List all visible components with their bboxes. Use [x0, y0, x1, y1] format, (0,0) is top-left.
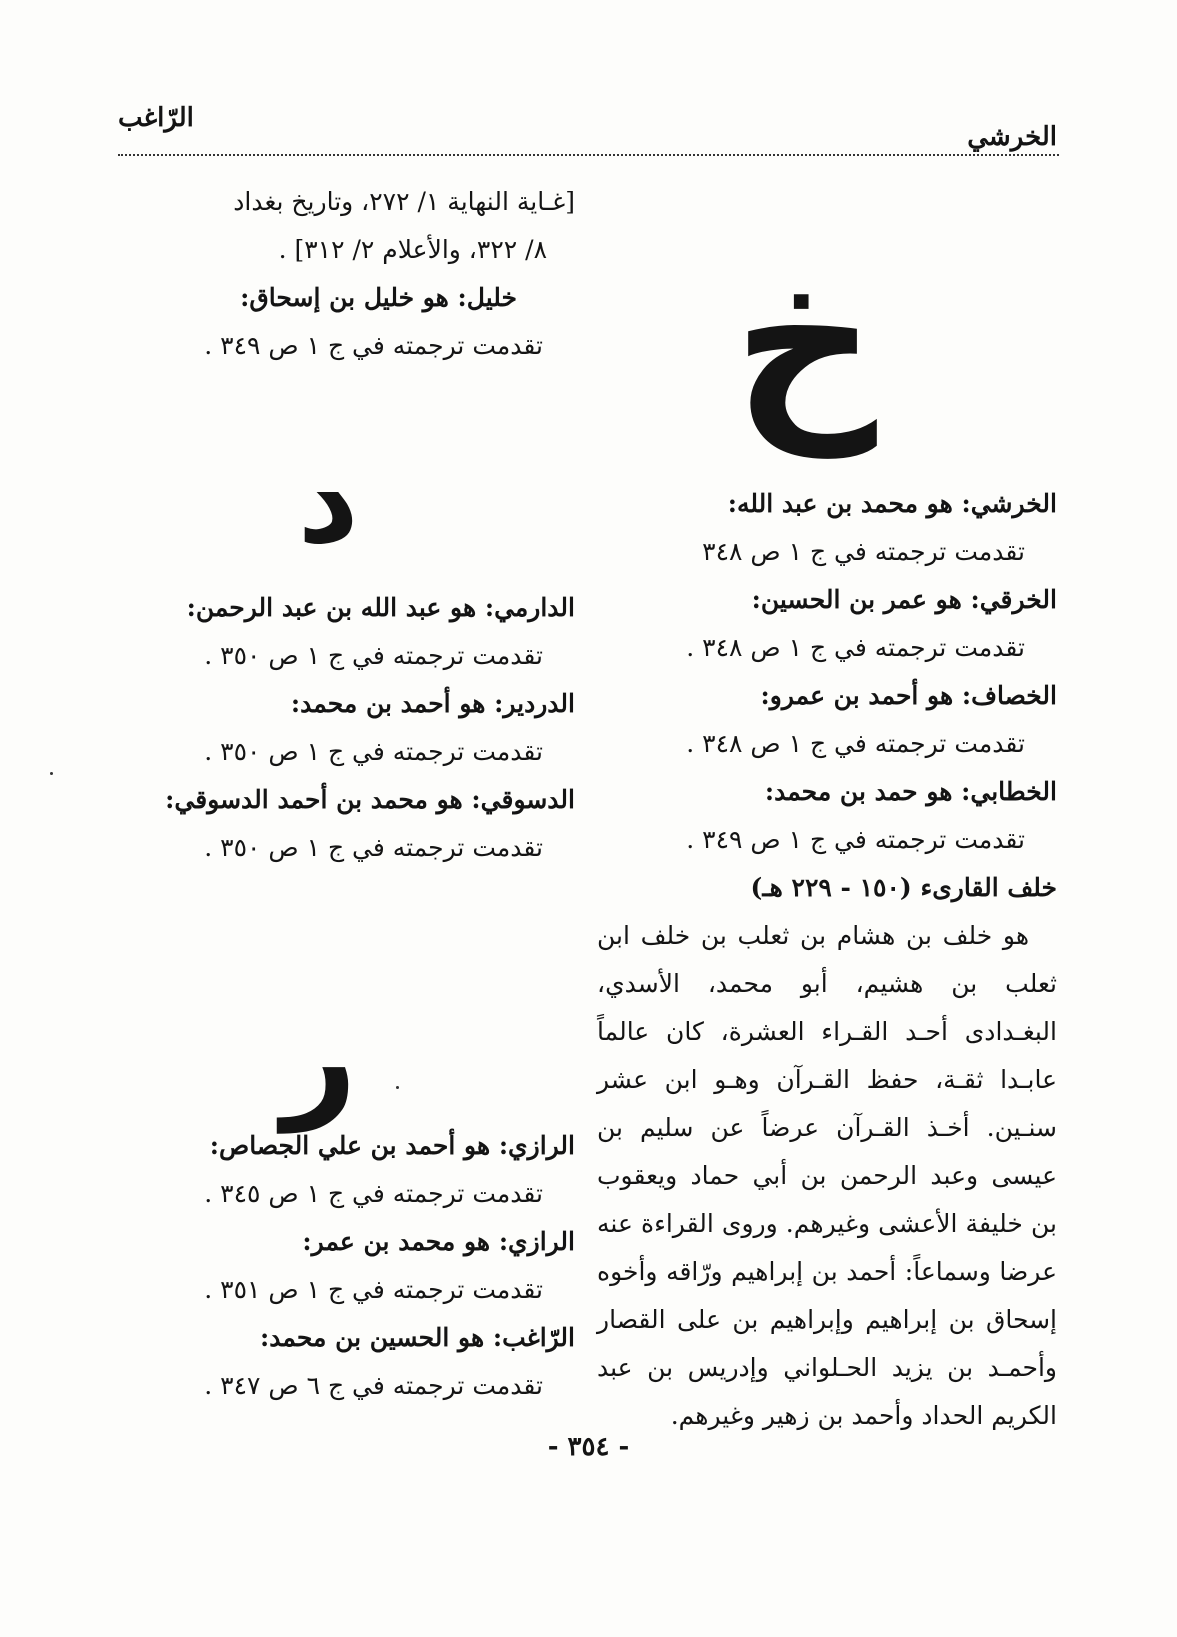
section-letter-ra: ر	[282, 981, 357, 1133]
scan-speck	[396, 1086, 399, 1089]
entry-heading: الخرشي: هو محمد بن عبد الله:	[727, 489, 1057, 518]
left-column-ra-entries	[95, 1122, 575, 1410]
entry-reference: تقدمت ترجمته في ج ١ ص ٣٤٨ .	[686, 729, 1025, 758]
biography-heading: خلف القارىء (١٥٠ - ٢٢٩ هـ)	[750, 873, 1057, 902]
entry-heading: الرازي: هو أحمد بن علي الجصاص:	[209, 1131, 575, 1160]
entry-reference: تقدمت ترجمته في ج ٦ ص ٣٤٧ .	[204, 1371, 543, 1400]
entry-reference: تقدمت ترجمته في ج ١ ص ٣٥٠ .	[204, 641, 543, 670]
page-number: - ٣٥٤ -	[547, 1432, 630, 1462]
entry-heading: الرّاغب: هو الحسين بن محمد:	[260, 1323, 575, 1352]
entry-heading: الخرقي: هو عمر بن الحسين:	[751, 585, 1057, 614]
entry-heading: الدارمي: هو عبد الله بن عبد الرحمن:	[186, 593, 575, 622]
source-citation-line-2: ٨/ ٣٢٢، والأعلام ٢/ ٣١٢] .	[278, 235, 547, 264]
entry-heading: الخصاف: هو أحمد بن عمرو:	[760, 681, 1057, 710]
entry-heading: الخطابي: هو حمد بن محمد:	[764, 777, 1057, 806]
section-letter-kha: خ	[732, 225, 877, 458]
biography-paragraph: هو خلف بن هشام بن ثعلب بن خلف ابن ثعلب بن هشيم، أبو محمد، الأسدي، البغـدادى أحـد القـراء العشرة، كان عالماً عابـدا ثقـة، حفظ القـرآن وهـو ابن عشر سنـين. أخـذ القـرآن عرضاً عن سليم بن عيسى وعبد الرحمن بن أبي حماد ويعقوب بن خليفة الأعشى وغيرهم. وروى القراءة عنه عرضا وسماعاً: أحمد بن إبراهيم ورّاقه وأخوه إسحاق بن إبراهيم وإبراهيم بن على القصار وأحمـد بن يزيد الحـلواني وإدريس بن عبد الكريم الحداد وأحمد بن زهير وغيرهم.	[597, 921, 1057, 1430]
running-header-right: الخرشي	[967, 122, 1057, 152]
entry-reference: تقدمت ترجمته في ج ١ ص ٣٤٨	[702, 537, 1025, 566]
section-letter-dal: د	[297, 432, 359, 571]
left-column-dal-entries	[95, 584, 575, 872]
entry-heading: خليل: هو خليل بن إسحاق:	[240, 283, 517, 312]
source-citation-line-1: [غـاية النهاية ١/ ٢٧٢، وتاريخ بغداد	[233, 187, 575, 216]
entry-reference: تقدمت ترجمته في ج ١ ص ٣٤٥ .	[204, 1179, 543, 1208]
entry-reference: تقدمت ترجمته في ج ١ ص ٣٤٩ .	[204, 331, 543, 360]
entry-reference: تقدمت ترجمته في ج ١ ص ٣٤٩ .	[686, 825, 1025, 854]
right-column-kha-entries	[597, 480, 1057, 1440]
entry-reference: تقدمت ترجمته في ج ١ ص ٣٥٠ .	[204, 737, 543, 766]
left-column-top	[95, 178, 575, 370]
scan-speck	[50, 772, 53, 775]
entry-reference: تقدمت ترجمته في ج ١ ص ٣٥٠ .	[204, 833, 543, 862]
entry-heading: الدردير: هو أحمد بن محمد:	[290, 689, 575, 718]
header-dotted-rule	[118, 154, 1059, 156]
entry-heading: الرازي: هو محمد بن عمر:	[302, 1227, 575, 1256]
entry-heading: الدسوقي: هو محمد بن أحمد الدسوقي:	[165, 785, 575, 814]
running-header-left: الرّاغب	[118, 103, 194, 133]
entry-reference: تقدمت ترجمته في ج ١ ص ٣٥١ .	[204, 1275, 543, 1304]
entry-reference: تقدمت ترجمته في ج ١ ص ٣٤٨ .	[686, 633, 1025, 662]
